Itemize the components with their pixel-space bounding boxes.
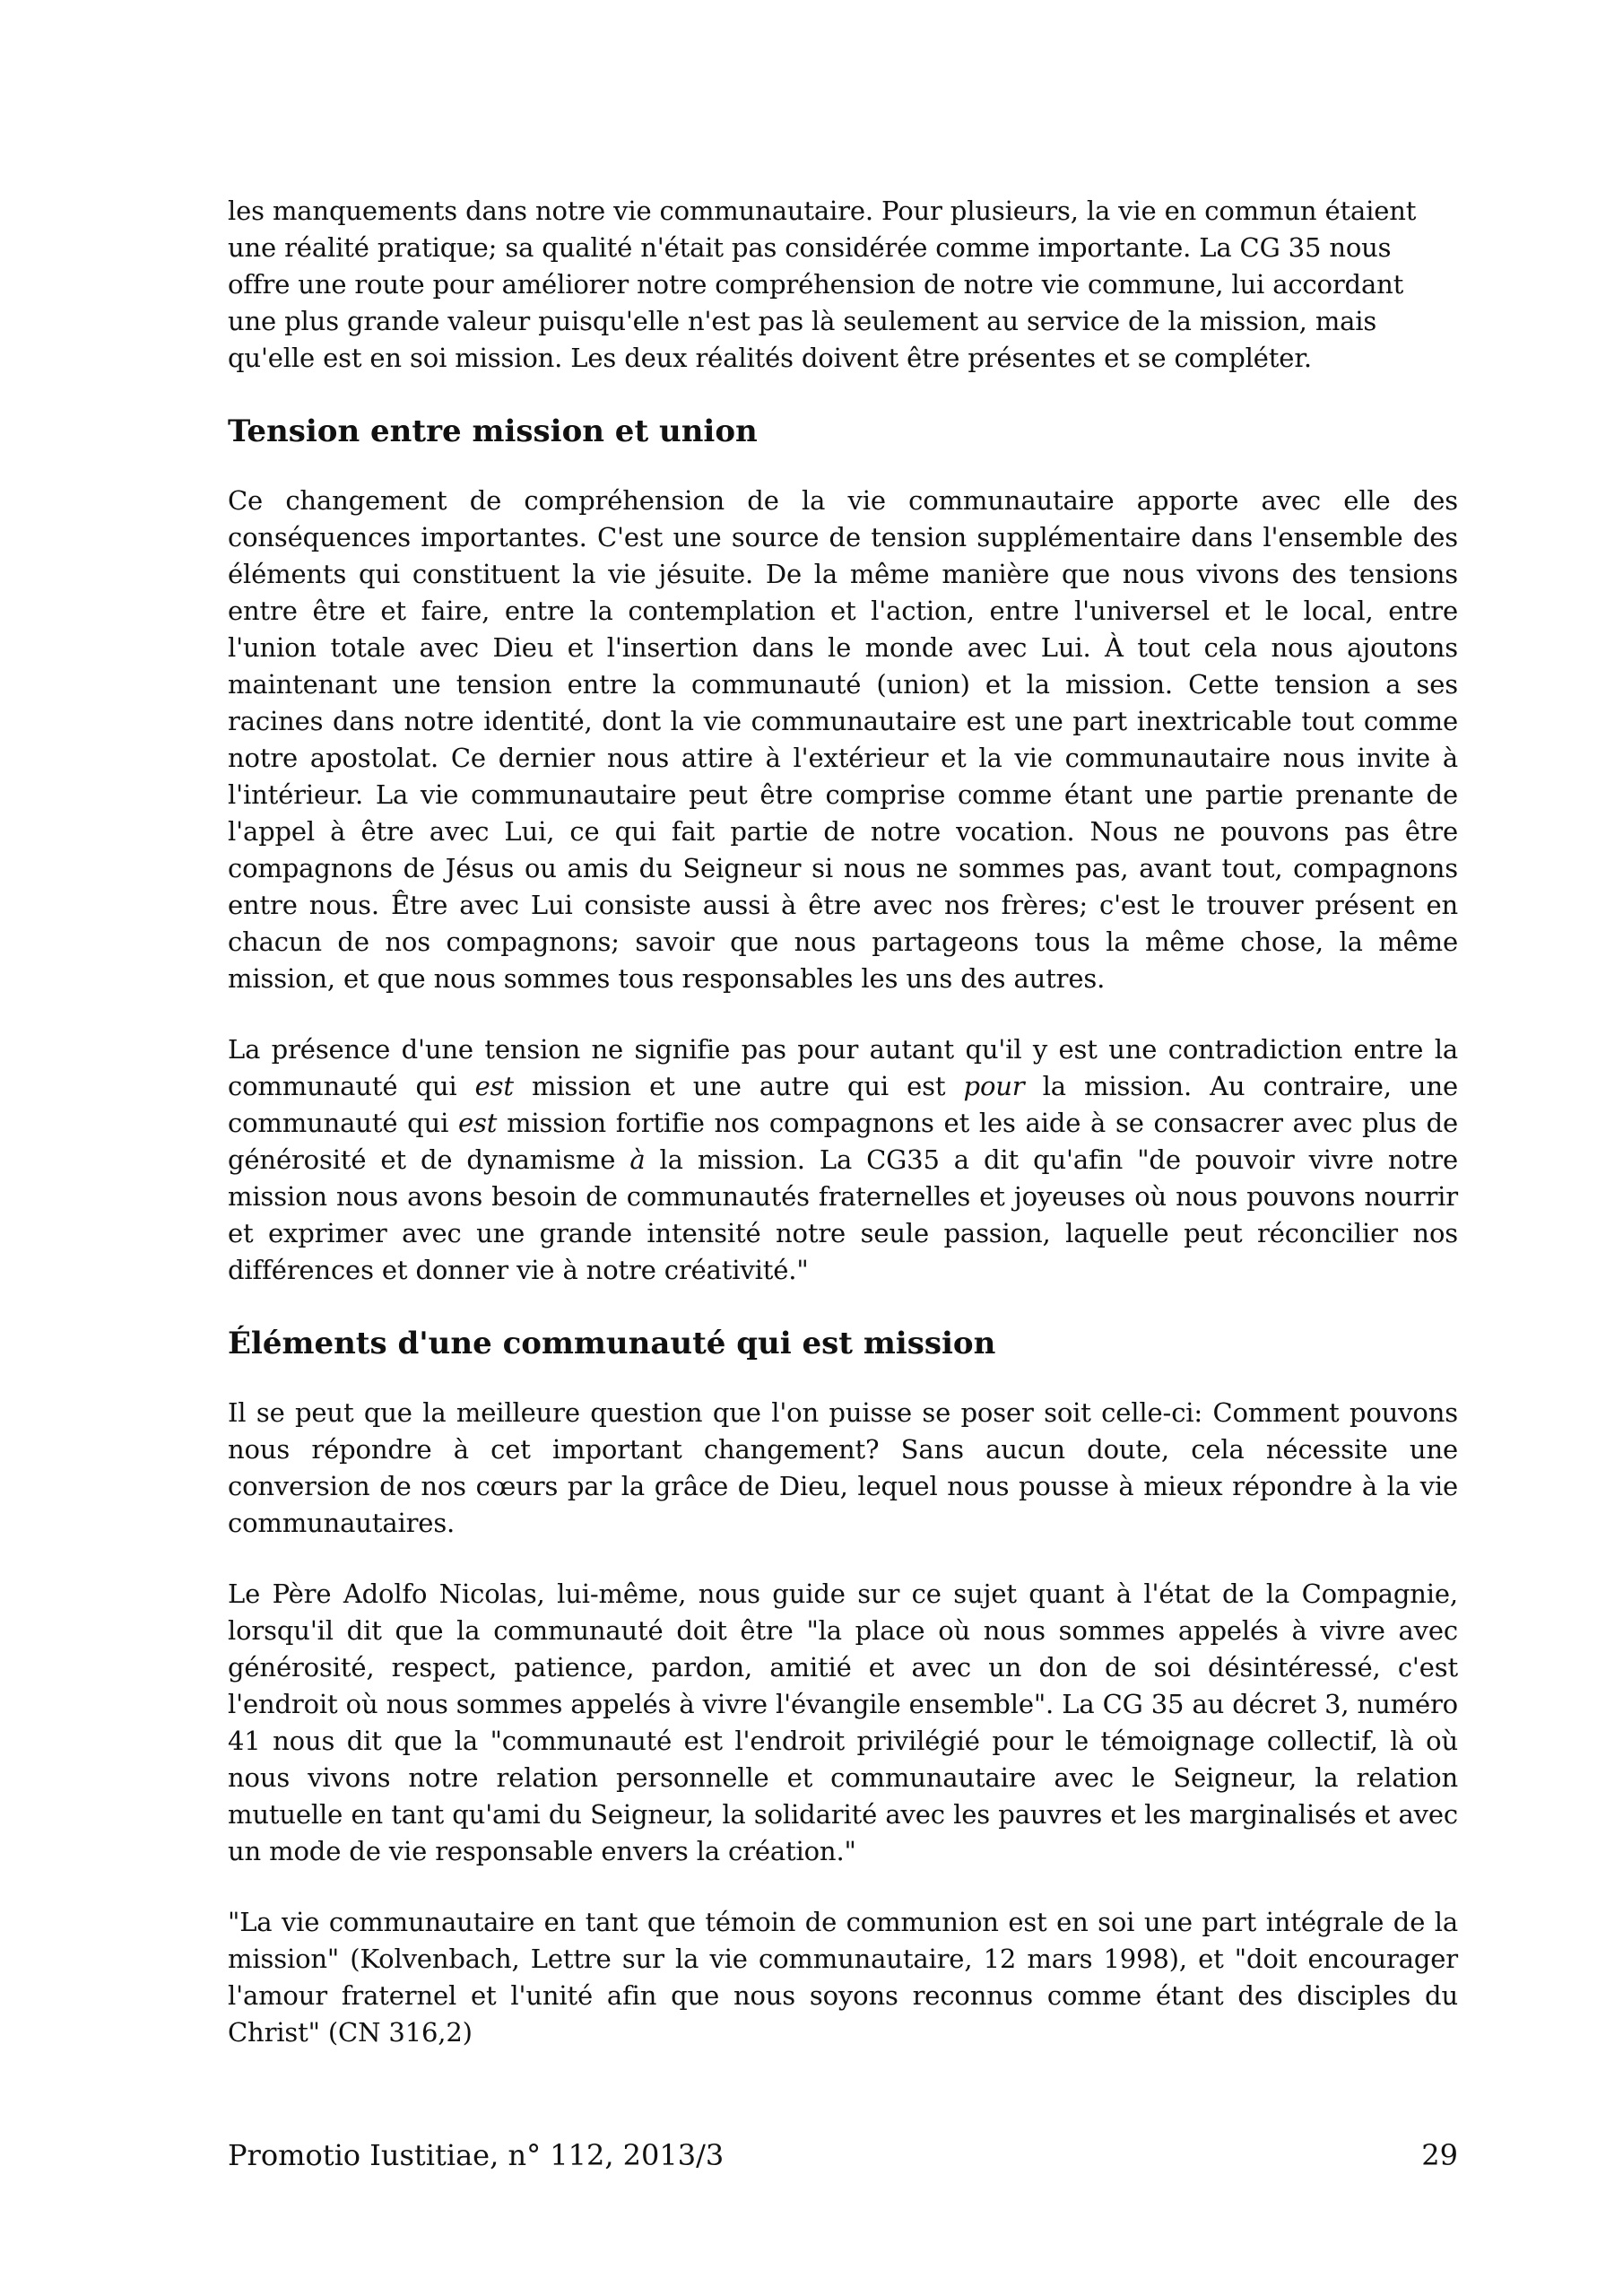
intro-paragraph: les manquements dans notre vie communautaire. Pour plusieurs, la vie en commun étaient une réalité pratique; sa qualité n'était pas considérée comme importante. La CG 35 nous offre une route pour améliorer notre compréhension de notre vie commune, lui accordant une plus grande valeur puisqu'elle n'est pas là seulement au service de la mission, mais qu'elle est en soi mission. Les deux réalités doivent être présentes et se compléter. [228,196,1417,373]
section-heading-elements: Éléments d'une communauté qui est mission [228,1326,996,1361]
emphasis-a: à [629,1144,646,1175]
elements-paragraph-2: Le Père Adolfo Nicolas, lui-même, nous guide sur ce sujet quant à l'état de la Compagnie, lorsqu'il dit que la communauté doit être "la place où nous sommes appelés à vivre avec générosité, respect, patience, pardon, amitié et avec un don de soi désintéressé, c'est l'endroit où nous sommes appelés à vivre l'évangile ensemble". La CG 35 au décret 3, numéro 41 nous dit que la "communauté est l'endroit privilégié pour le témoignage collectif, là où nous vivons notre relation personnelle et communautaire avec le Seigneur, la relation mutuelle en tant qu'ami du Seigneur, la solidarité avec les pauvres et les marginalisés et avec un mode de vie responsable envers la création." [228,1578,1458,1866]
emphasis-pour: pour [963,1071,1025,1101]
text-run: mission fortifie nos compagnons et les aide à se consacrer avec plus de générosité et de dynamisme [228,1108,1458,1175]
text-run: la mission. Au contraire, une communauté qui [228,1071,1458,1138]
publication-citation: Promotio Iustitiae, n° 112, 2013/3 [228,2138,725,2172]
emphasis-est: est [458,1108,498,1138]
section-heading-tension: Tension entre mission et union [228,413,758,449]
emphasis-est: est [474,1071,514,1101]
elements-paragraph-3: "La vie communautaire en tant que témoin de communion est en soi une part intégrale de la mission" (Kolvenbach, Lettre sur la vie communautaire, 12 mars 1998), et "doit encourager l'amour fraternel et l'unité afin que nous soyons reconnus comme étant des disciples du Christ" (CN 316,2) [228,1907,1458,2048]
tension-paragraph-1: Ce changement de compréhension de la vie communautaire apporte avec elle des conséquences importantes. C'est une source de tension supplémentaire dans l'ensemble des éléments qui constituent la vie jésuite. De la même manière que nous vivons des tensions entre être et faire, entre la contemplation et l'action, entre l'universel et le local, entre l'union totale avec Dieu et l'insertion dans le monde avec Lui. À tout cela nous ajoutons maintenant une tension entre la communauté (union) et la mission. Cette tension a ses racines dans notre identité, dont la vie communautaire est une part inextricable tout comme notre apostolat. Ce dernier nous attire à l'extérieur et la vie communautaire nous invite à l'intérieur. La vie communautaire peut être comprise comme étant une partie prenante de l'appel à être avec Lui, ce qui fait partie de notre vocation. Nous ne pouvons pas être compagnons de Jésus ou amis du Seigneur si nous ne sommes pas, avant tout, compagnons entre nous. Être avec Lui consiste aussi à être avec nos frères; c'est le trouver présent en chacun de nos compagnons; savoir que nous partageons tous la même chose, la même mission, et que nous sommes tous responsables les uns des autres. [228,485,1458,994]
page-footer [228,2133,1458,2178]
text-run: mission et une autre qui est [513,1071,964,1101]
text-run: la mission. La CG35 a dit qu'afin "de pouvoir vivre notre mission nous avons besoin de communautés fraternelles et joyeuses où nous pouvons nourrir et exprimer avec une grande intensité notre seule passion, laquelle peut réconcilier nos différences et donner vie à notre créativité." [228,1144,1458,1285]
tension-paragraph-2 [228,1031,1458,1289]
page-body [228,193,1458,2085]
elements-paragraph-1: Il se peut que la meilleure question que l'on puisse se poser soit celle-ci: Comment pouvons nous répondre à cet important changement? Sans aucun doute, cela nécessite une conversion de nos cœurs par la grâce de Dieu, lequel nous pousse à mieux répondre à la vie communautaires. [228,1397,1458,1538]
text-run: La présence d'une tension ne signifie pas pour autant qu'il y est une contradiction entre la communauté qui [228,1034,1458,1101]
page-number: 29 [1421,2138,1458,2172]
